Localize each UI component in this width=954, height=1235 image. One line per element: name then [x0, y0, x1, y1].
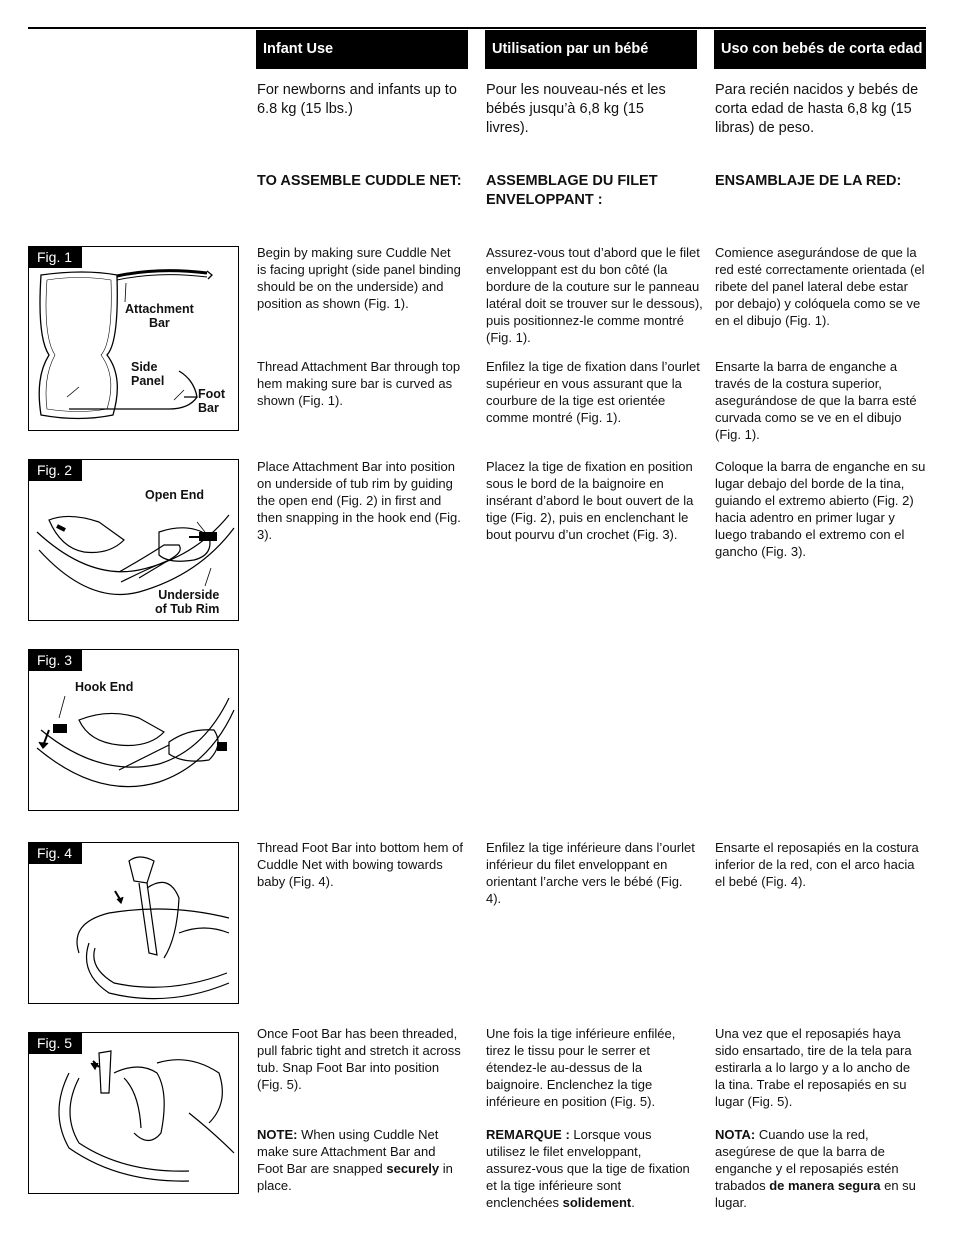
snapping-foot-bar-illustration — [29, 1033, 239, 1194]
figure-1 — [28, 246, 239, 431]
top-rule — [28, 27, 926, 29]
threading-foot-bar-illustration — [29, 843, 239, 1004]
note-english: NOTE: When using Cuddle Net make sure Attachment Bar and Foot Bar are snapped securely in place. — [257, 1127, 453, 1193]
figure-4-tag: Fig. 4 — [29, 843, 82, 864]
note-spanish: NOTA: Cuando use la red, asegúrese de que la barra de enganche y el reposapiés estén trabados de manera segura en su lugar. — [715, 1127, 916, 1210]
figure-5 — [28, 1032, 239, 1194]
label-side-panel: Side Panel — [131, 360, 165, 388]
label-hook-end: Hook End — [75, 680, 134, 694]
step3-english: Place Attachment Bar into position on underside of tub rim by guiding the open end (Fig. 2) in first and then snapping in the hook end (Fig. 3). — [257, 459, 461, 542]
step3-french: Placez la tige de fixation en position sous le bord de la baignoire en insérant d’abord le bout ouvert de la tige (Fig. 2), puis en enclenchant le bout pourvu d’un crochet (Fig. 3). — [486, 459, 694, 542]
figure-1-tag: Fig. 1 — [29, 247, 82, 268]
figure-2-tag: Fig. 2 — [29, 460, 82, 481]
step4-french: Enfilez la tige inférieure dans l’ourlet inférieur du filet enveloppant en orientant l’arche vers le bébé (Fig. 4). — [486, 840, 695, 906]
note-label: NOTA: — [715, 1127, 756, 1142]
figure-5-tag: Fig. 5 — [29, 1033, 82, 1054]
step4-spanish: Ensarte el reposapiés en la costura inferior de la red, con el arco hacia el bebé (Fig. 4). — [715, 840, 919, 889]
label-attachment-bar: Attachment Bar — [125, 302, 194, 330]
note-label: NOTE: — [257, 1127, 298, 1142]
step5-spanish: Una vez que el reposapiés haya sido ensartado, tire de la tela para estirarla a lo largo y a lo ancho de la tina. Trabe el reposapiés en su lugar (Fig. 5). — [715, 1026, 912, 1109]
figure-3 — [28, 649, 239, 811]
label-foot-bar: Foot Bar — [198, 387, 226, 415]
label-open-end: Open End — [145, 488, 205, 502]
step4-english: Thread Foot Bar into bottom hem of Cuddle Net with bowing towards baby (Fig. 4). — [257, 840, 463, 889]
heading-french: ASSEMBLAGE DU FILET ENVELOPPANT : — [486, 173, 658, 208]
note-label: REMARQUE : — [486, 1127, 570, 1142]
heading-english: TO ASSEMBLE CUDDLE NET: — [257, 173, 462, 189]
header-english: Infant Use — [256, 30, 468, 69]
step5-french: Une fois la tige inférieure enfilée, tirez le tissu pour le serrer et étendez-le au-dessus de la baignoire. Enclenchez la tige inférieure en position (Fig. 5). — [486, 1026, 676, 1109]
figure-3-tag: Fig. 3 — [29, 650, 82, 671]
intro-french: Pour les nouveau-nés et les bébés jusqu’à 6,8 kg (15 livres). — [486, 82, 666, 136]
tub-rim-hook-end-illustration — [29, 650, 239, 811]
step2-spanish: Ensarte la barra de enganche a través de la costura superior, asegurándose de que la barra esté curvada como se ve en el dibujo (Fig. 1). — [715, 359, 917, 442]
figure-4 — [28, 842, 239, 1004]
header-spanish: Uso con bebés de corta edad — [714, 30, 926, 69]
intro-spanish: Para recién nacidos y bebés de corta edad de hasta 6,8 kg (15 libras) de peso. — [715, 82, 919, 136]
intro-english: For newborns and infants up to 6.8 kg (15 lbs.) — [257, 82, 457, 117]
step5-english: Once Foot Bar has been threaded, pull fabric tight and stretch it across tub. Snap Foot Bar into position (Fig. 5). — [257, 1026, 461, 1092]
step2-english: Thread Attachment Bar through top hem making sure bar is curved as shown (Fig. 1). — [257, 359, 461, 408]
step2-french: Enfilez la tige de fixation dans l’ourlet supérieur en vous assurant que la courbure de la tige est orientée comme montré (Fig. 1). — [486, 359, 700, 425]
note-french: REMARQUE : Lorsque vous utilisez le filet enveloppant, assurez-vous que la tige de fixation et la tige inférieure sont enclenchées solidement. — [486, 1127, 690, 1210]
heading-spanish: ENSAMBLAJE DE LA RED: — [715, 173, 902, 189]
step1-spanish: Comience asegurándose de que la red esté correctamente orientada (el ribete del panel lateral debe estar por debajo) y colóquela como se ve en el dibujo (Fig. 1). — [715, 245, 925, 328]
step1-french: Assurez-vous tout d’abord que le filet enveloppant est du bon côté (la bordure de la couture sur le panneau latéral doit se trouver sur le dessous), puis positionnez-le comme montré (Fig. 1). — [486, 245, 703, 345]
header-french: Utilisation par un bébé — [485, 30, 697, 69]
step3-spanish: Coloque la barra de enganche en su lugar debajo del borde de la tina, guiando el extremo abierto (Fig. 2) hacia adentro en primer lugar y luego trabando el extremo con el gancho (Fig. 3). — [715, 459, 926, 559]
step1-english: Begin by making sure Cuddle Net is facing upright (side panel binding should be on the underside) and position as shown (Fig. 1). — [257, 245, 461, 311]
label-underside-tub-rim: Underside of Tub Rim — [155, 588, 220, 616]
figure-2 — [28, 459, 239, 621]
